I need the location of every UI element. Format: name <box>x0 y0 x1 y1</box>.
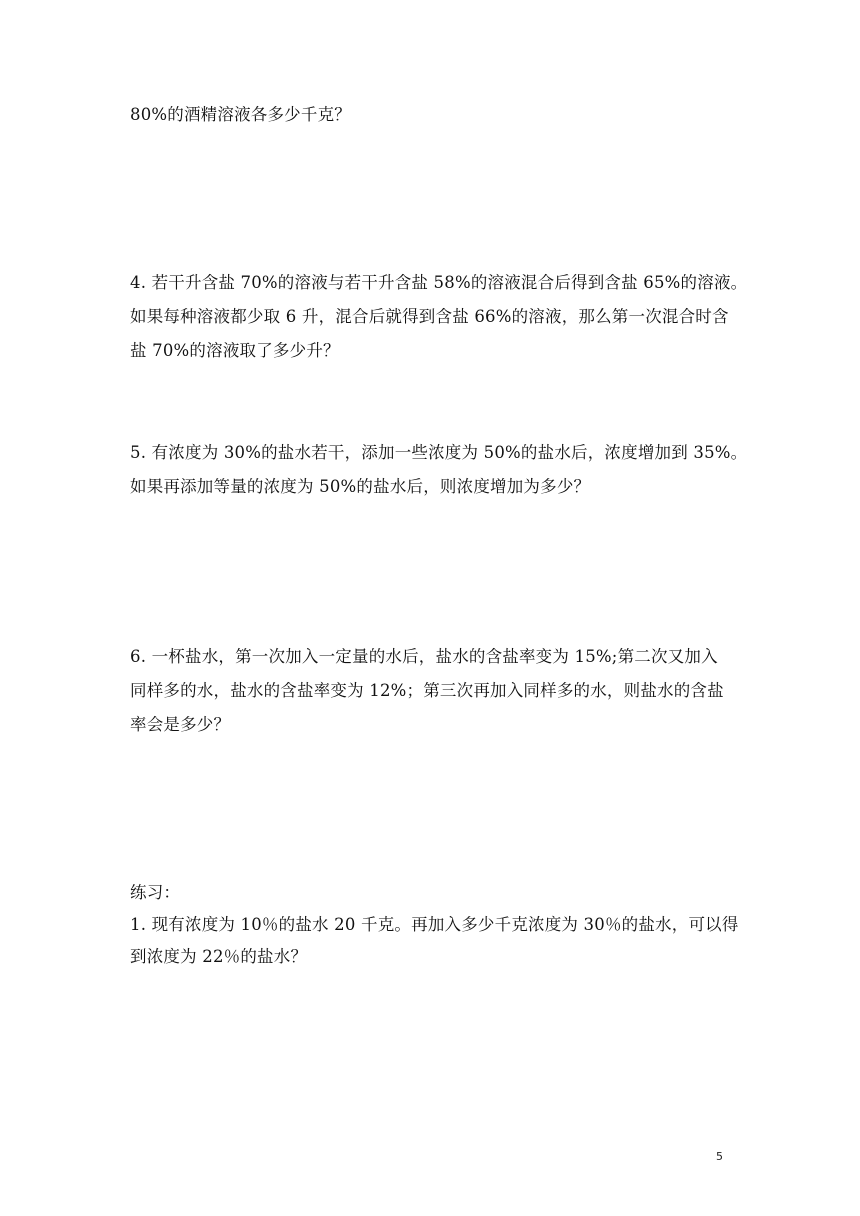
practice-heading: 练习： <box>130 883 181 902</box>
question-6-line-2: 同样多的水，盐水的含盐率变为 12%；第三次再加入同样多的水，则盐水的含盐 <box>130 681 724 700</box>
page-number: 5 <box>716 1150 723 1163</box>
question-4-line-1: 4. 若干升含盐 70%的溶液与若干升含盐 58%的溶液混合后得到含盐 65%的溶液。 <box>130 273 748 292</box>
question-4-line-2: 如果每种溶液都少取 6 升，混合后就得到含盐 66%的溶液，那么第一次混合时含 <box>130 307 729 326</box>
question-3-continuation: 80%的酒精溶液各多少千克？ <box>130 105 351 124</box>
question-6-line-3: 率会是多少？ <box>130 715 231 734</box>
practice-1-line-2: 到浓度为 22％的盐水？ <box>130 947 308 966</box>
question-5-line-1: 5. 有浓度为 30%的盐水若干，添加一些浓度为 50%的盐水后，浓度增加到 35%。 <box>130 443 748 462</box>
question-5-line-2: 如果再添加等量的浓度为 50%的盐水后，则浓度增加为多少？ <box>130 477 591 496</box>
practice-1-line-1: 1. 现有浓度为 10％的盐水 20 千克。再加入多少千克浓度为 30％的盐水，可以得 <box>130 915 739 934</box>
question-4-line-3: 盐 70%的溶液取了多少升？ <box>130 341 340 360</box>
question-6-line-1: 6. 一杯盐水，第一次加入一定量的水后，盐水的含盐率变为 15%;第二次又加入 <box>130 647 718 666</box>
